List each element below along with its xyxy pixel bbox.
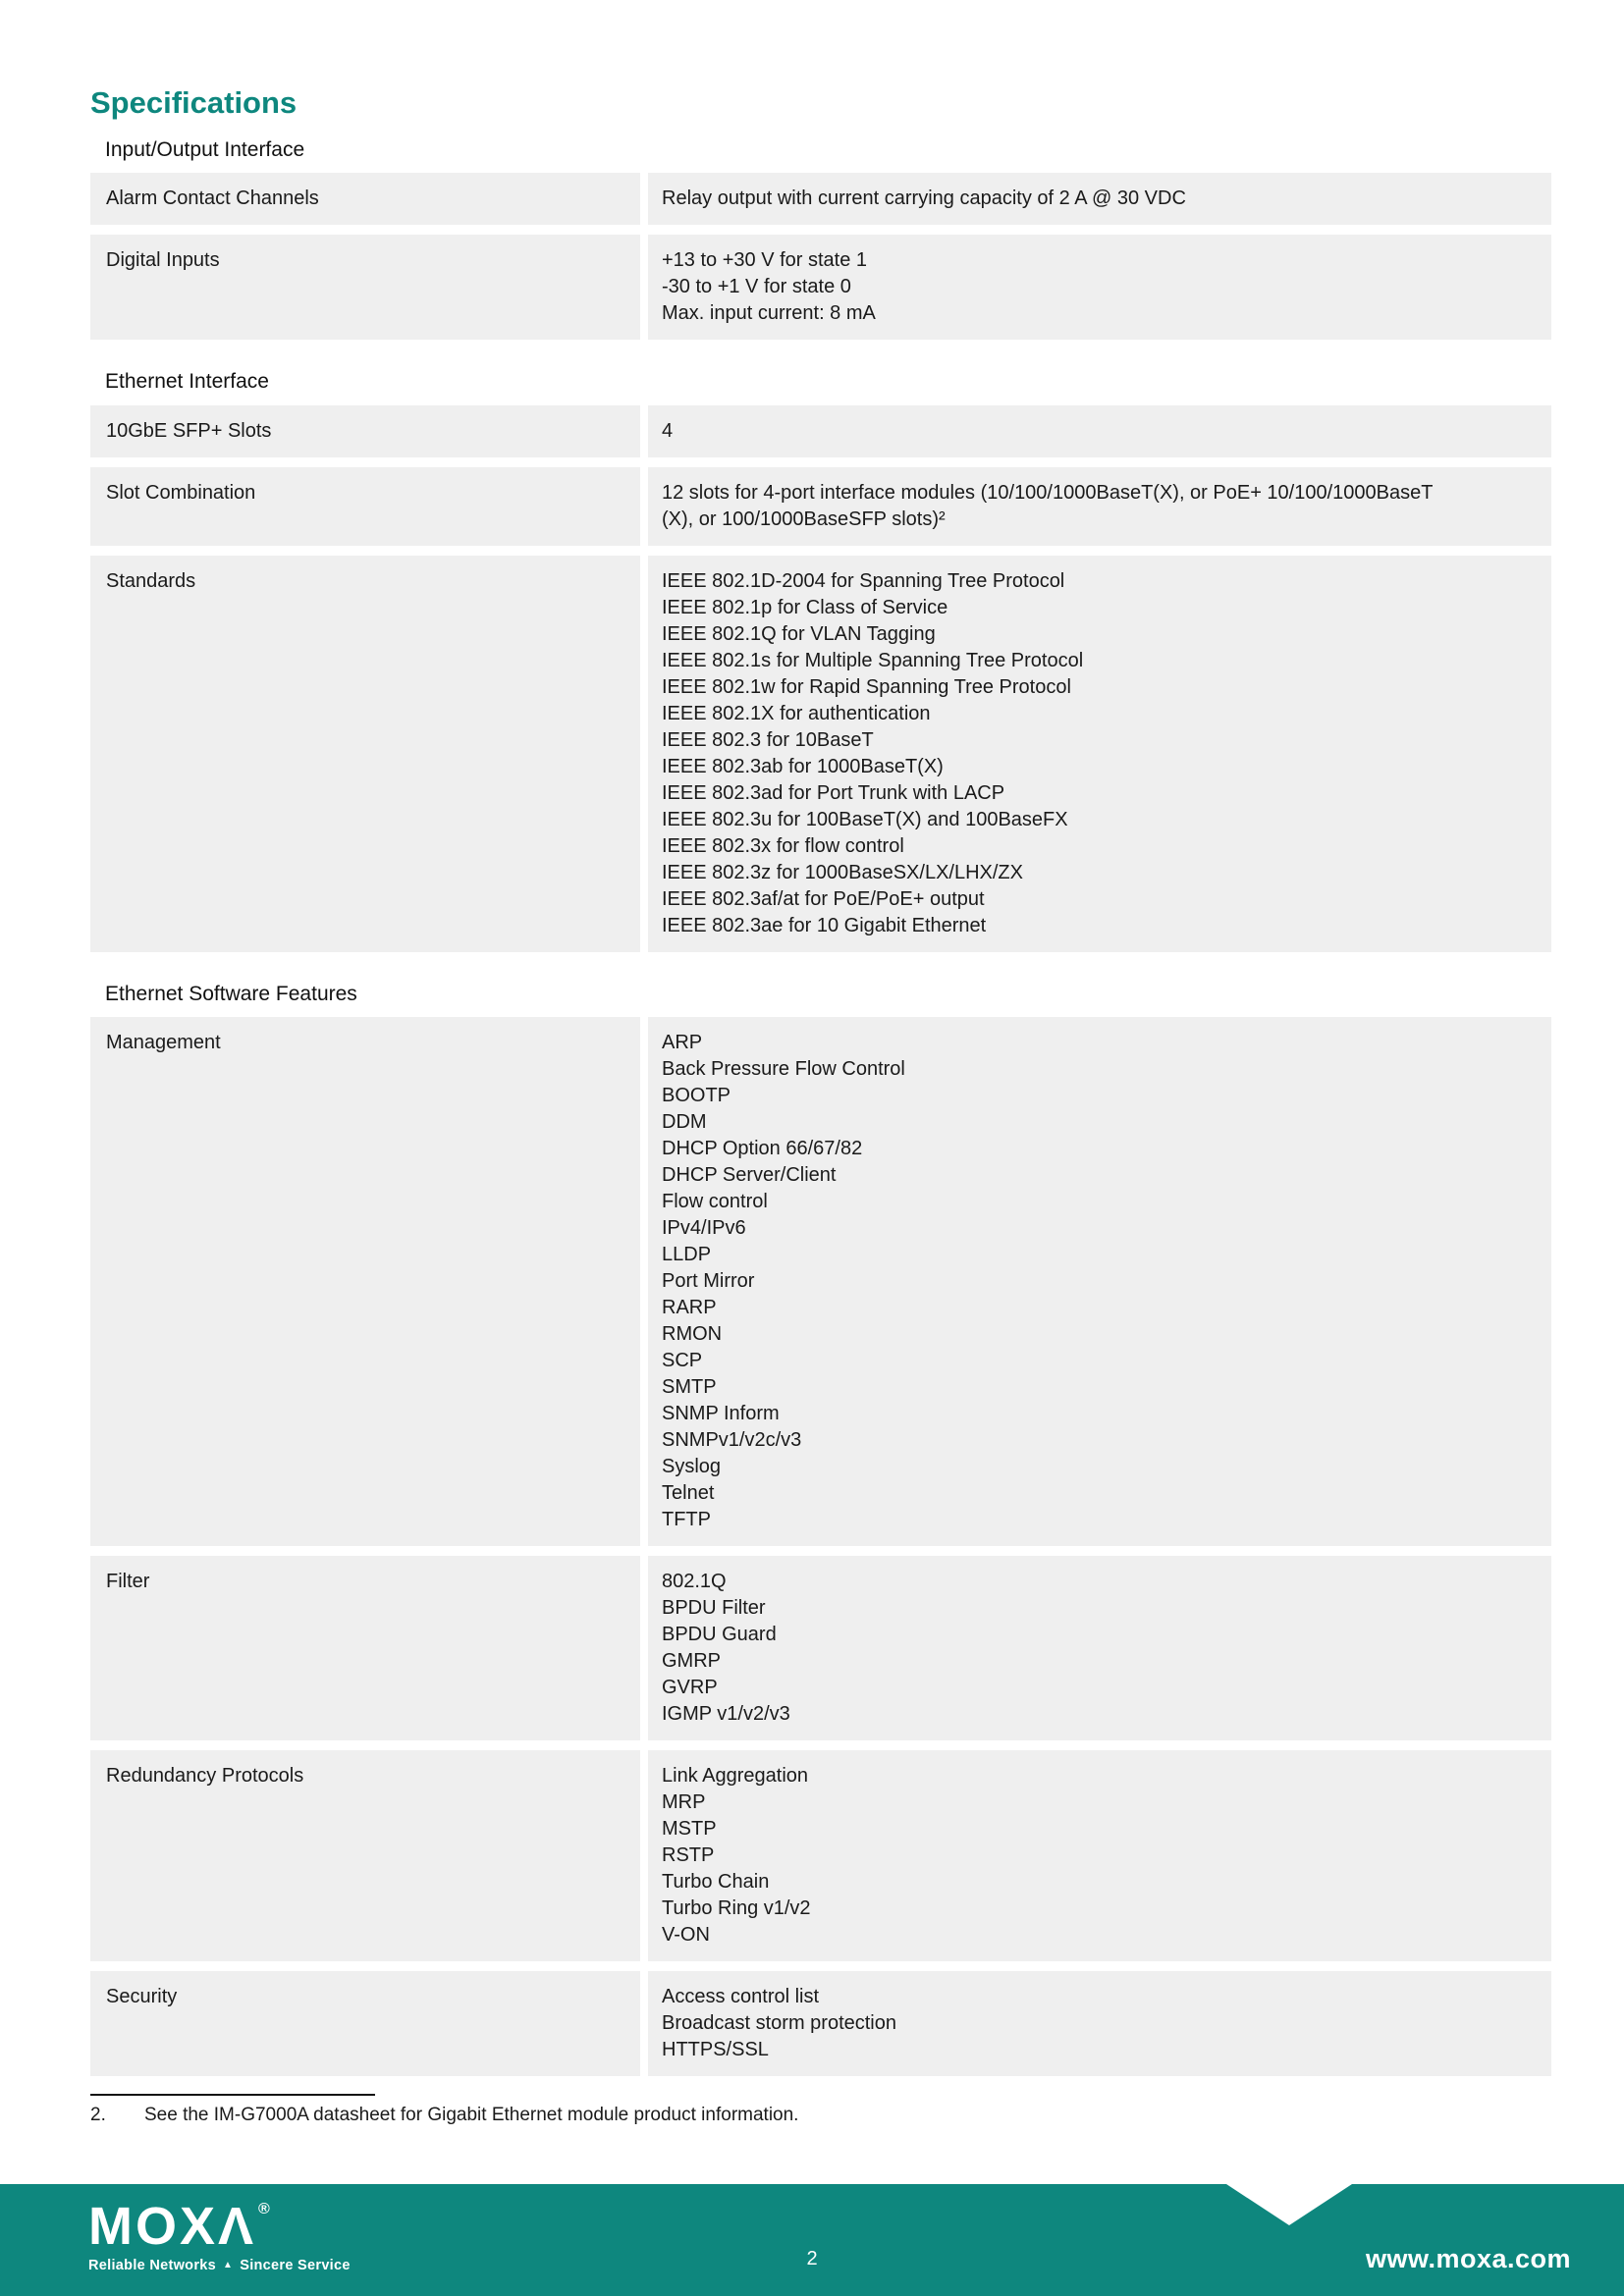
spec-value-line: Max. input current: 8 mA <box>662 302 876 325</box>
section-heading: Ethernet Software Features <box>105 982 357 1005</box>
spec-value-line: GMRP <box>662 1649 721 1672</box>
page-number: 2 <box>806 2248 818 2269</box>
spec-value-line: (X), or 100/1000BaseSFP slots)² <box>662 507 946 530</box>
spec-row <box>90 1750 1551 1961</box>
spec-value-line: Broadcast storm protection <box>662 2011 896 2034</box>
spec-value-line: GVRP <box>662 1676 718 1698</box>
spec-value-line: Back Pressure Flow Control <box>662 1057 905 1080</box>
spec-row <box>90 1017 1551 1546</box>
registered-trademark-icon: ® <box>258 2201 273 2217</box>
spec-row <box>90 173 1551 225</box>
moxa-wordmark <box>88 2197 351 2256</box>
section-heading: Input/Output Interface <box>105 138 305 162</box>
spec-value-line: IEEE 802.3u for 100BaseT(X) and 100BaseFX <box>662 808 1068 830</box>
spec-value-line: IEEE 802.3 for 10BaseT <box>662 728 874 751</box>
spec-value <box>648 556 1551 952</box>
spec-value-line: IEEE 802.1p for Class of Service <box>662 596 948 618</box>
spec-value-line: SNMP Inform <box>662 1402 780 1424</box>
spec-row <box>90 467 1551 546</box>
spec-value-line: Turbo Ring v1/v2 <box>662 1896 811 1919</box>
spec-value-line: -30 to +1 V for state 0 <box>662 276 851 298</box>
footnote-marker: 2. <box>90 2104 106 2125</box>
spec-value-line: Flow control <box>662 1190 768 1212</box>
spec-value-line: BPDU Guard <box>662 1623 777 1645</box>
spec-label: Filter <box>90 1556 640 1740</box>
spec-value-line: +13 to +30 V for state 1 <box>662 249 868 272</box>
spec-value-line: IEEE 802.1s for Multiple Spanning Tree Protocol <box>662 649 1084 671</box>
spec-value-line: TFTP <box>662 1508 711 1530</box>
page-footer <box>0 2184 1624 2296</box>
spec-label: Security <box>90 1971 640 2076</box>
spec-value-line: V-ON <box>662 1923 710 1946</box>
spec-value-line: Syslog <box>662 1455 722 1477</box>
spec-label: Management <box>90 1017 640 1546</box>
spec-value-line: 12 slots for 4-port interface modules (10/100/1000BaseT(X), or PoE+ 10/100/1000BaseT <box>662 481 1434 504</box>
spec-value-line: DDM <box>662 1110 707 1133</box>
moxa-wordmark-text: MOXΛ <box>88 2197 257 2256</box>
spec-value <box>648 235 1551 340</box>
spec-value-line: IEEE 802.1w for Rapid Spanning Tree Protocol <box>662 675 1071 698</box>
spec-value-line: HTTPS/SSL <box>662 2038 769 2060</box>
spec-value-line: IEEE 802.1Q for VLAN Tagging <box>662 622 936 645</box>
spec-value-line: BPDU Filter <box>662 1596 766 1619</box>
spec-label: Standards <box>90 556 640 952</box>
triangle-icon: ▲ <box>223 2260 234 2270</box>
spec-value <box>648 1556 1551 1740</box>
spec-value-line: IEEE 802.1X for authentication <box>662 702 931 724</box>
moxa-logo <box>88 2197 351 2273</box>
spec-value-line: MRP <box>662 1790 706 1813</box>
spec-value-line: IPv4/IPv6 <box>662 1216 746 1239</box>
spec-value-line: IEEE 802.3af/at for PoE/PoE+ output <box>662 887 985 910</box>
spec-value <box>648 1017 1551 1546</box>
spec-value-line: Port Mirror <box>662 1269 755 1292</box>
spec-row <box>90 1556 1551 1740</box>
spec-value-line: IEEE 802.1D-2004 for Spanning Tree Protocol <box>662 569 1065 592</box>
spec-value-line: RARP <box>662 1296 717 1318</box>
moxa-tagline <box>88 2258 351 2273</box>
spec-value-line: Turbo Chain <box>662 1870 770 1893</box>
footnote-divider <box>90 2094 375 2096</box>
footnote-line <box>90 2104 1551 2128</box>
spec-value-line: DHCP Server/Client <box>662 1163 837 1186</box>
spec-value-line: LLDP <box>662 1243 712 1265</box>
footer-notch-triangle <box>1226 2184 1352 2225</box>
spec-value-line: IEEE 802.3ae for 10 Gigabit Ethernet <box>662 914 987 936</box>
spec-value-line: IEEE 802.3ad for Port Trunk with LACP <box>662 781 1005 804</box>
spec-value-line: IGMP v1/v2/v3 <box>662 1702 790 1725</box>
spec-value-line: SNMPv1/v2c/v3 <box>662 1428 802 1451</box>
spec-value <box>648 405 1551 457</box>
spec-label: Slot Combination <box>90 467 640 546</box>
tagline-left: Reliable Networks <box>88 2258 217 2273</box>
spec-label: Redundancy Protocols <box>90 1750 640 1961</box>
spec-row <box>90 1971 1551 2076</box>
spec-value <box>648 467 1551 546</box>
spec-label: Digital Inputs <box>90 235 640 340</box>
spec-value-line: SMTP <box>662 1375 717 1398</box>
page-title: Specifications <box>90 85 298 120</box>
website-link[interactable]: www.moxa.com <box>1365 2244 1571 2273</box>
spec-value-line: RMON <box>662 1322 723 1345</box>
spec-value-line: SCP <box>662 1349 703 1371</box>
spec-value-line: ARP <box>662 1031 703 1053</box>
spec-label: Alarm Contact Channels <box>90 173 640 225</box>
spec-value-line: IEEE 802.3x for flow control <box>662 834 904 857</box>
spec-value <box>648 1971 1551 2076</box>
spec-value-line: 802.1Q <box>662 1570 727 1592</box>
spec-value-line: BOOTP <box>662 1084 731 1106</box>
spec-value-line: Relay output with current carrying capacity of 2 A @ 30 VDC <box>662 187 1186 210</box>
spec-value-line: Link Aggregation <box>662 1764 809 1787</box>
spec-row <box>90 405 1551 457</box>
spec-value <box>648 173 1551 225</box>
spec-value-line: Access control list <box>662 1985 820 2007</box>
footnote-text: See the IM-G7000A datasheet for Gigabit Ethernet module product information. <box>144 2104 799 2125</box>
spec-sections <box>90 137 1551 2076</box>
section-heading: Ethernet Interface <box>105 370 269 394</box>
spec-row <box>90 556 1551 952</box>
footnote <box>90 2094 1551 2128</box>
spec-label: 10GbE SFP+ Slots <box>90 405 640 457</box>
tagline-right: Sincere Service <box>240 2258 351 2273</box>
spec-value-line: 4 <box>662 419 674 442</box>
spec-value-line: MSTP <box>662 1817 717 1840</box>
spec-value-line: IEEE 802.3ab for 1000BaseT(X) <box>662 755 944 777</box>
spec-value-line: RSTP <box>662 1843 715 1866</box>
spec-row <box>90 235 1551 340</box>
spec-value-line: Telnet <box>662 1481 715 1504</box>
spec-value <box>648 1750 1551 1961</box>
spec-value-line: DHCP Option 66/67/82 <box>662 1137 863 1159</box>
spec-value-line: IEEE 802.3z for 1000BaseSX/LX/LHX/ZX <box>662 861 1023 883</box>
